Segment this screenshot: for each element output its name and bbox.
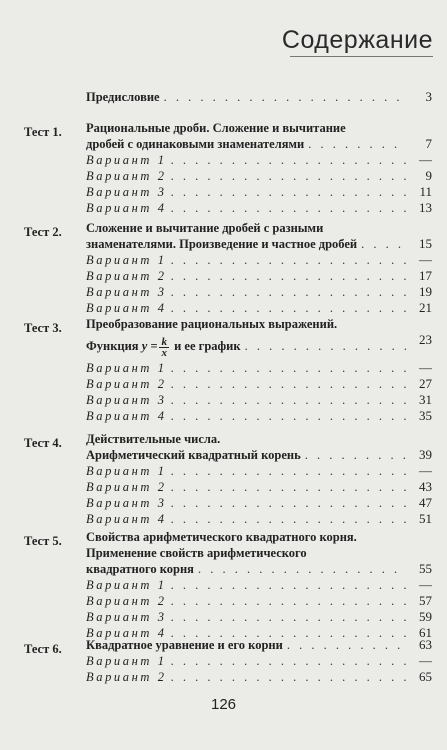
variant-label: Вариант 2 xyxy=(86,594,167,608)
leader-dots xyxy=(171,268,406,284)
leader-dots xyxy=(171,511,406,527)
variant-label: Вариант 3 xyxy=(86,393,167,407)
variant-page: 21 xyxy=(419,300,432,315)
variant-label: Вариант 1 xyxy=(86,464,167,478)
test-3-title-line-3: и ее график xyxy=(174,339,241,353)
leader-dots xyxy=(171,284,406,300)
test-2-entry xyxy=(86,220,432,316)
test-5-page: 55 xyxy=(419,561,432,576)
variant-label: Вариант 1 xyxy=(86,361,167,375)
test-1-title-line-2: дробей с одинаковыми знаменателями xyxy=(86,137,305,151)
variant-page: 9 xyxy=(425,168,432,183)
test-4-title-line-1: Действительные числа. xyxy=(86,432,221,446)
test-5-entry xyxy=(86,529,432,641)
test-6-label: Тест 6. xyxy=(24,642,62,656)
variant-page: 47 xyxy=(419,495,432,510)
fraction-k-over-x xyxy=(159,337,169,358)
variant-page: — xyxy=(419,577,432,592)
page-number: 126 xyxy=(210,696,237,713)
test-3-page: 23 xyxy=(419,332,432,347)
leader-dots xyxy=(171,479,406,495)
variant-label: Вариант 2 xyxy=(86,480,167,494)
variant-page: 31 xyxy=(419,392,432,407)
formula-lhs: y = xyxy=(141,339,158,353)
leader-dots xyxy=(171,168,406,184)
test-2-label: Тест 2. xyxy=(24,225,62,239)
leader-dots xyxy=(171,200,406,216)
test-5-title-line-3: квадратного корня xyxy=(86,562,194,576)
leader-dots xyxy=(164,89,406,105)
test-2-title-line-2: знаменателями. Произведение и частное дробей xyxy=(86,237,358,251)
test-1-entry xyxy=(86,120,432,216)
test-3-title-line-2: Функция xyxy=(86,339,139,353)
leader-dots xyxy=(171,184,406,200)
variant-page: 43 xyxy=(419,479,432,494)
preface-label: Предисловие xyxy=(86,90,160,104)
variant-page: — xyxy=(419,152,432,167)
leader-dots xyxy=(245,332,406,360)
page-title: Содержание xyxy=(281,26,433,54)
preface-page: 3 xyxy=(425,89,432,104)
variant-label: Вариант 4 xyxy=(86,626,167,640)
variant-page: — xyxy=(419,653,432,668)
leader-dots xyxy=(171,609,406,625)
leader-dots xyxy=(198,561,406,577)
leader-dots xyxy=(171,252,406,268)
leader-dots xyxy=(171,300,406,316)
test-5-title-line-2: Применение свойств арифметического xyxy=(86,546,307,560)
test-4-entry xyxy=(86,431,432,527)
test-6-entry xyxy=(86,637,432,685)
leader-dots xyxy=(171,376,406,392)
test-3-label: Тест 3. xyxy=(24,321,62,335)
variant-page: 51 xyxy=(419,511,432,526)
variant-label: Вариант 4 xyxy=(86,512,167,526)
leader-dots xyxy=(171,408,406,424)
variant-label: Вариант 3 xyxy=(86,185,167,199)
variant-page: — xyxy=(419,463,432,478)
leader-dots xyxy=(171,653,406,669)
variant-label: Вариант 1 xyxy=(86,153,167,167)
test-3-title-line-1: Преобразование рациональных выражений. xyxy=(86,317,338,331)
leader-dots xyxy=(308,136,406,152)
variant-label: Вариант 4 xyxy=(86,201,167,215)
test-1-title-line-1: Рациональные дроби. Сложение и вычитание xyxy=(86,121,346,135)
title-underline xyxy=(290,56,433,57)
variant-label: Вариант 1 xyxy=(86,578,167,592)
leader-dots xyxy=(361,236,406,252)
variant-page: 19 xyxy=(419,284,432,299)
variant-page: 35 xyxy=(419,408,432,423)
variant-page: 27 xyxy=(419,376,432,391)
test-4-label: Тест 4. xyxy=(24,436,62,450)
variant-label: Вариант 2 xyxy=(86,169,167,183)
fraction-numerator: k xyxy=(161,335,167,348)
test-2-title-line-1: Сложение и вычитание дробей с разными xyxy=(86,221,324,235)
variant-label: Вариант 2 xyxy=(86,377,167,391)
leader-dots xyxy=(171,593,406,609)
variant-page: 13 xyxy=(419,200,432,215)
variant-label: Вариант 2 xyxy=(86,670,167,684)
leader-dots xyxy=(171,360,406,376)
leader-dots xyxy=(171,495,406,511)
variant-page: 65 xyxy=(419,669,432,684)
variant-page: 59 xyxy=(419,609,432,624)
variant-label: Вариант 3 xyxy=(86,610,167,624)
variant-page: 61 xyxy=(419,625,432,640)
test-6-page: 63 xyxy=(419,637,432,652)
variant-page: 11 xyxy=(419,184,432,199)
variant-label: Вариант 4 xyxy=(86,301,167,315)
preface-entry xyxy=(86,89,432,105)
test-1-label: Тест 1. xyxy=(24,125,62,139)
leader-dots xyxy=(171,152,406,168)
variant-page: 57 xyxy=(419,593,432,608)
leader-dots xyxy=(171,669,406,685)
leader-dots xyxy=(287,637,406,653)
variant-page: 17 xyxy=(419,268,432,283)
test-5-label: Тест 5. xyxy=(24,534,62,548)
test-6-title-line-1: Квадратное уравнение и его корни xyxy=(86,638,283,652)
variant-label: Вариант 1 xyxy=(86,253,167,267)
variant-label: Вариант 2 xyxy=(86,269,167,283)
leader-dots xyxy=(171,463,406,479)
variant-label: Вариант 1 xyxy=(86,654,167,668)
leader-dots xyxy=(305,447,406,463)
variant-page: — xyxy=(419,360,432,375)
test-1-page: 7 xyxy=(425,136,432,151)
test-4-title-line-2: Арифметический квадратный корень xyxy=(86,448,301,462)
test-2-page: 15 xyxy=(419,236,432,251)
leader-dots xyxy=(171,392,406,408)
test-3-entry xyxy=(86,316,432,424)
test-5-title-line-1: Свойства арифметического квадратного корня. xyxy=(86,530,357,544)
variant-label: Вариант 3 xyxy=(86,285,167,299)
leader-dots xyxy=(171,577,406,593)
variant-page: — xyxy=(419,252,432,267)
test-4-page: 39 xyxy=(419,447,432,462)
variant-label: Вариант 4 xyxy=(86,409,167,423)
fraction-denominator: x xyxy=(161,346,167,359)
variant-label: Вариант 3 xyxy=(86,496,167,510)
